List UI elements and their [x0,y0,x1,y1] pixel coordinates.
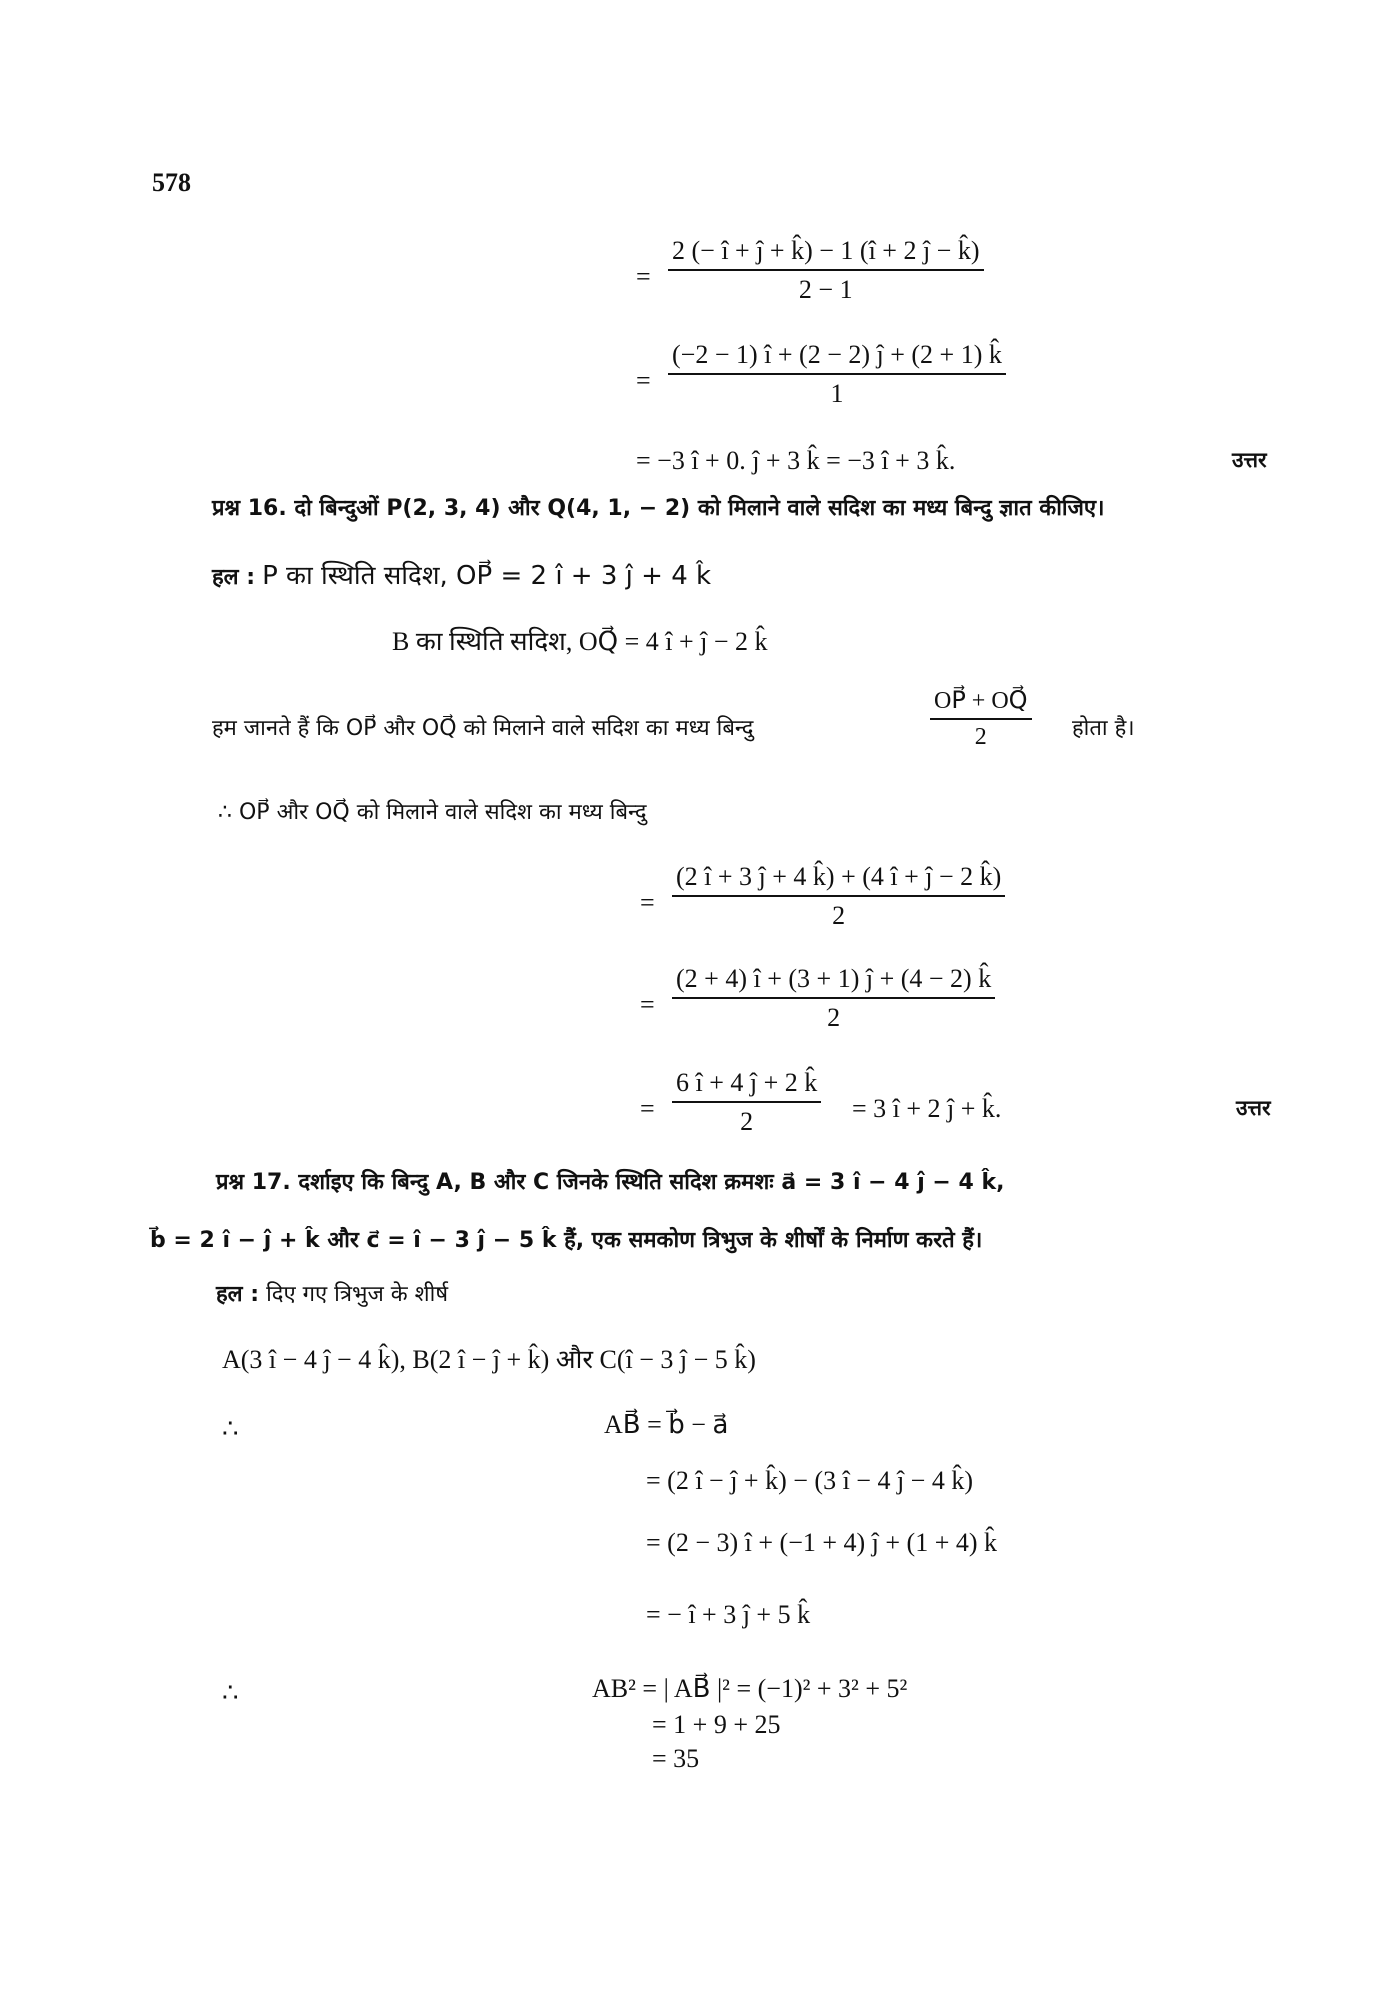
fraction-numerator: (2 + 4) î + (3 + 1) ĵ + (4 − 2) k̂ [672,964,995,999]
fraction-step2 [668,340,1006,409]
fraction-numerator: OP⃗ + OQ⃗ [930,686,1032,720]
equals-sign: = [640,888,655,917]
therefore-symbol: ∴ [222,1678,239,1707]
ab-squared: AB² = | AB⃗ |² = (−1)² + 3² + 5² [592,1674,908,1703]
solution-line-p [212,556,711,592]
fraction-numerator: 2 (− î + ĵ + k̂) − 1 (î + 2 ĵ − k̂) [668,236,984,271]
answer-label: उत्तर [1236,1096,1271,1120]
fraction-step2 [672,964,995,1033]
position-vector-p: P का स्थिति सदिश, OP⃗ = 2 î + 3 ĵ + 4 k̂ [262,561,712,591]
equals-sign: = [640,1094,655,1123]
fraction-numerator: (−2 − 1) î + (2 − 2) ĵ + (2 + 1) k̂ [668,340,1006,375]
ab-step-2: = (2 − 3) î + (−1 + 4) ĵ + (1 + 4) k̂ [646,1528,998,1557]
triangle-vertices: A(3 î − 4 ĵ − 4 k̂), B(2 î − ĵ + k̂) और C(î − 3 ĵ − 5 k̂) [222,1345,756,1374]
fraction-numerator: 6 î + 4 ĵ + 2 k̂ [672,1068,821,1103]
ab-step-3: = − î + 3 ĵ + 5 k̂ [646,1600,811,1629]
known-statement: हम जानते हैं कि OP⃗ और OQ⃗ को मिलाने वाले सदिश का मध्य बिन्दु [212,716,754,741]
fraction-step1 [672,862,1005,931]
question-text: दर्शाइए कि बिन्दु A, B और C जिनके स्थिति सदिश क्रमशः a⃗ = 3 î − 4 ĵ − 4 k̂, [298,1170,1005,1195]
therefore-line: ∴ OP⃗ और OQ⃗ को मिलाने वाले सदिश का मध्य बिन्दु [218,800,647,825]
solution-line [216,1278,448,1308]
known-statement-suffix: होता है। [1072,716,1135,741]
question-16 [212,492,1104,522]
solution-label: हल : [212,565,256,590]
equals-sign: = [640,990,655,1019]
equals-sign: = [636,366,651,395]
question-17-line2: b⃗ = 2 î − ĵ + k̂ और c⃗ = î − 3 ĵ − 5 k̂ हैं, एक समकोण त्रिभुज के शीर्षों के निर्माण करते हैं। [150,1228,983,1253]
fraction-step1 [668,236,984,305]
ab-vector-definition: AB⃗ = b⃗ − a⃗ [604,1410,729,1439]
solution-text: दिए गए त्रिभुज के शीर्ष [266,1282,449,1307]
ab-squared-step-1: = 1 + 9 + 25 [652,1710,781,1739]
ab-step-1: = (2 î − ĵ + k̂) − (3 î − 4 ĵ − 4 k̂) [646,1466,974,1495]
answer-label: उत्तर [1232,448,1267,472]
fraction-denominator: 2 − 1 [798,275,853,304]
ab-squared-step-2: = 35 [652,1744,700,1773]
position-vector-b: B का स्थिति सदिश, OQ⃗ = 4 î + ĵ − 2 k̂ [392,627,768,656]
fraction-numerator: (2 î + 3 ĵ + 4 k̂) + (4 î + ĵ − 2 k̂) [672,862,1005,897]
question-17-line1 [216,1166,1004,1196]
question-label: प्रश्न 17. [216,1170,291,1195]
fraction-denominator: 2 [740,1107,754,1136]
solution-label: हल : [216,1282,260,1307]
therefore-symbol: ∴ [222,1414,239,1443]
fraction-denominator: 2 [827,1003,841,1032]
fraction-denominator: 1 [830,379,844,408]
fraction-denominator: 2 [832,901,846,930]
question-label: प्रश्न 16. [212,496,287,521]
result-line: = −3 î + 0. ĵ + 3 k̂ = −3 î + 3 k̂. [636,446,956,475]
equals-sign: = [636,262,651,291]
fraction-denominator: 2 [974,724,987,750]
question-text: दो बिन्दुओं P(2, 3, 4) और Q(4, 1, − 2) को मिलाने वाले सदिश का मध्य बिन्दु ज्ञात कीजिए। [294,496,1105,521]
fraction-step3 [672,1068,821,1137]
midpoint-formula [930,686,1032,751]
result-line: = 3 î + 2 ĵ + k̂. [852,1094,1002,1123]
page-number: 578 [152,168,191,197]
